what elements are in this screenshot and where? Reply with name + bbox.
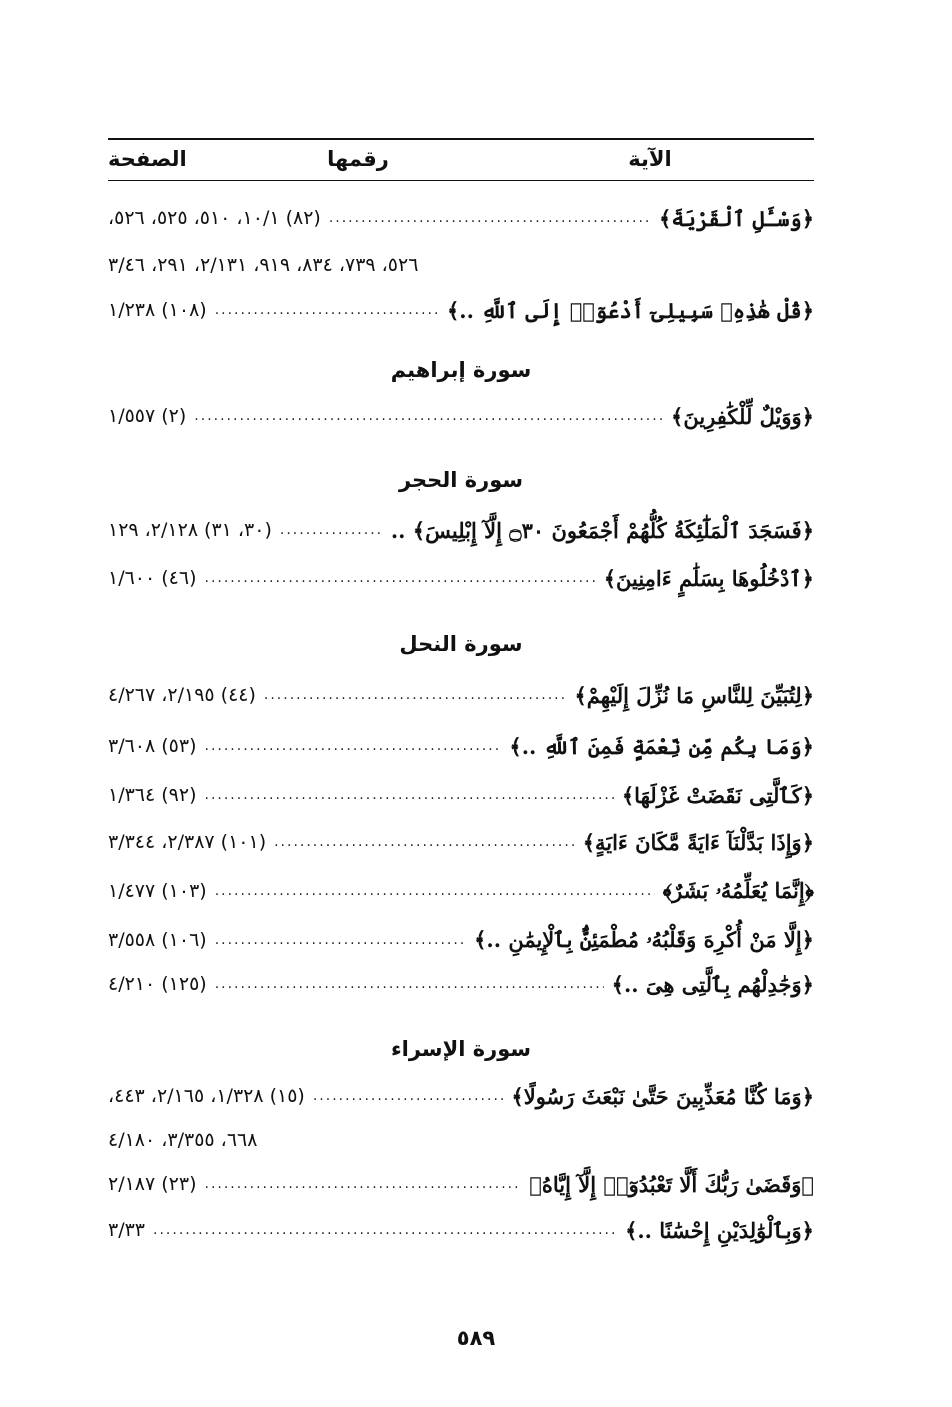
verse-number: (٤٦)	[161, 567, 197, 589]
dot-leader	[194, 408, 663, 424]
header-bottom-rule	[108, 180, 814, 181]
verse-text: ﴿إِلَّا مَنْ أُكْرِهَ وَقَلْبُهُۥ مُطْمَئِنٌّۢ بِٱلْإِيمَٰنِ ..﴾	[474, 927, 814, 952]
index-row	[108, 398, 814, 434]
page-references: ٣/٥٥٨	[108, 929, 156, 951]
verse-text: ﴿إِنَّمَا يُعَلِّمُهُۥ بَشَرٌ﴾	[662, 878, 814, 903]
index-row	[108, 728, 814, 764]
page-references: ١/٤٧٧	[108, 880, 156, 902]
page-references: ١/٢٣٨	[108, 299, 156, 321]
dot-leader	[215, 976, 604, 992]
page-references: ١/٣٦٤	[108, 784, 156, 806]
page-references: ٢/١٢٨، ١٢٩	[108, 519, 199, 541]
verse-number: (٥٣)	[161, 735, 197, 757]
dot-leader	[205, 570, 596, 586]
verse-text: ﴿وَمَا بِكُم مِّن نِّعْمَةٍ فَمِنَ ٱللَّهِ ..﴾	[509, 733, 814, 759]
column-header-page: الصفحة	[108, 147, 187, 171]
page-references: ٢/١٨٧	[108, 1173, 156, 1195]
surah-title: سورة إبراهيم	[390, 358, 532, 382]
surah-title: سورة النحل	[399, 632, 523, 656]
verse-number: (١٥)	[269, 1085, 305, 1107]
verse-text: ﴿وَإِذَا بَدَّلْنَآ ءَايَةً مَّكَانَ ءَايَةٍ﴾	[582, 829, 814, 855]
index-row	[108, 922, 814, 958]
verse-text: ﴿وَبِٱلْوَٰلِدَيْنِ إِحْسَٰنًا ..﴾	[625, 1217, 814, 1243]
verse-number: (٣٠، ٣١)	[204, 519, 272, 541]
dot-leader	[153, 1222, 617, 1238]
index-row	[108, 824, 814, 860]
page-references: ١/٥٥٧	[108, 405, 156, 427]
verse-text: ﴿ٱدْخُلُوهَا بِسَلَٰمٍ ءَامِنِينَ﴾	[603, 565, 814, 591]
verse-number: (١٠٣)	[161, 880, 207, 902]
surah-title: سورة الإسراء	[390, 1037, 532, 1061]
page-references: ١/٣٢٨، ٢/١٦٥، ٤٤٣،	[108, 1085, 264, 1107]
verse-number: (١٠٨)	[161, 299, 207, 321]
surah-title: سورة الحجر	[398, 468, 524, 492]
index-row	[108, 1078, 814, 1114]
index-row	[108, 966, 814, 1002]
dot-leader	[274, 834, 575, 850]
verse-number: (٢)	[161, 405, 187, 427]
verse-number: (٨٢)	[285, 207, 321, 229]
verse-number: (١٢٥)	[161, 973, 207, 995]
page-references: ١٠/١، ٥١٠، ٥٢٥، ٥٢٦،	[108, 207, 280, 229]
index-row	[108, 1166, 814, 1202]
index-row	[108, 200, 814, 236]
page-references-continued: ٥٢٦، ٧٣٩، ٨٣٤، ٩١٩، ٢/١٣١، ٢٩١، ٣/٤٦	[108, 254, 419, 276]
verse-text: ﴿وَقَضَىٰ رَبُّكَ أَلَّا تَعْبُدُوٓا۟ إِلَّآ إِيَّاهُ﴾	[529, 1171, 814, 1197]
index-row	[108, 1212, 814, 1248]
verse-text: ﴿كَٱلَّتِى نَقَضَتْ غَزْلَهَا﴾	[621, 782, 814, 808]
dot-leader	[280, 522, 383, 538]
verse-number: (٤٤)	[220, 684, 256, 706]
dot-leader	[205, 1176, 522, 1192]
column-header-number: رقمها	[327, 147, 389, 171]
verse-number: (١٠٦)	[161, 929, 207, 951]
dot-leader	[313, 1088, 504, 1104]
verse-text: ﴿وَسْـَٔلِ ٱلْقَرْيَةَ﴾	[659, 205, 814, 231]
index-row	[108, 292, 814, 328]
dot-leader	[215, 932, 466, 948]
page-references: ٣/٣٣	[108, 1219, 146, 1241]
verse-number: (١٠١)	[220, 831, 267, 853]
verse-text: ﴿قُلْ هَٰذِهِۦ سَبِيلِىٓ أَدْعُوٓا۟ إِلَى ٱللَّهِ ..﴾	[447, 297, 814, 323]
page-references: ٢/٣٨٧، ٣/٣٤٤	[108, 831, 215, 853]
page-references-continued: ٦٦٨، ٣/٣٥٥، ٤/١٨٠	[108, 1129, 258, 1151]
index-row	[108, 560, 814, 596]
verse-text: ﴿وَوَيْلٌ لِّلْكَٰفِرِينَ﴾	[671, 403, 814, 429]
verse-text: ﴿وَمَا كُنَّا مُعَذِّبِينَ حَتَّىٰ نَبْعَثَ رَسُولًا﴾	[511, 1083, 814, 1109]
column-header-aya: الآية	[628, 147, 672, 171]
verse-text: ﴿فَسَجَدَ ٱلْمَلَٰٓئِكَةُ كُلُّهُمْ أَجْمَعُونَ ۝٣٠ إِلَّآ إِبْلِيسَ﴾ ..	[390, 517, 814, 543]
verse-text: ﴿وَجَٰدِلْهُم بِٱلَّتِى هِىَ ..﴾	[611, 971, 814, 997]
index-row	[108, 677, 814, 713]
verse-number: (٢٣)	[161, 1173, 197, 1195]
dot-leader	[205, 738, 502, 754]
dot-leader	[264, 687, 567, 703]
index-row	[108, 873, 814, 909]
verse-number: (٩٢)	[161, 784, 197, 806]
dot-leader	[215, 883, 655, 899]
page-references: ١/٦٠٠	[108, 567, 156, 589]
page-references: ٤/٢١٠	[108, 973, 156, 995]
index-row	[108, 777, 814, 813]
dot-leader	[329, 210, 651, 226]
page-number: ٥٨٩	[456, 1326, 496, 1350]
dot-leader	[215, 302, 439, 318]
page-references: ٢/١٩٥، ٤/٢٦٧	[108, 684, 215, 706]
page-references: ٣/٦٠٨	[108, 735, 156, 757]
header-top-rule	[108, 138, 814, 140]
dot-leader	[205, 787, 614, 803]
verse-text: ﴿لِتُبَيِّنَ لِلنَّاسِ مَا نُزِّلَ إِلَيْهِمْ﴾	[574, 682, 814, 708]
index-row	[108, 512, 814, 548]
